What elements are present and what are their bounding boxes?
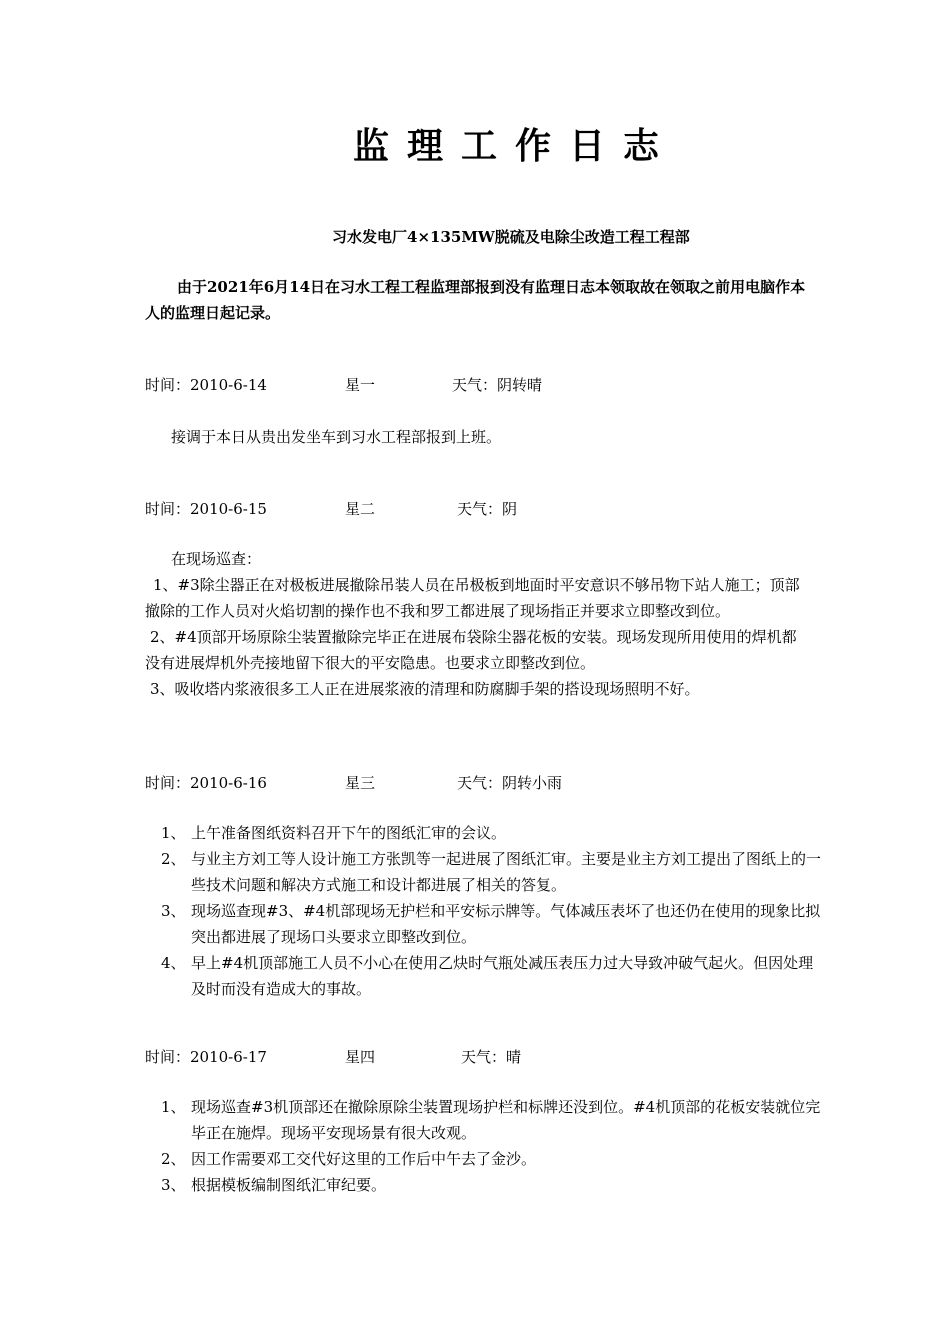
list-number: 1、 [161, 824, 186, 842]
list-number: 4、 [161, 954, 186, 972]
list-text: 上午准备图纸资料召开下午的图纸汇审的会议。 [191, 824, 507, 842]
list-item [145, 1094, 825, 1146]
list-item: 3、吸收塔内浆液很多工人正在进展浆液的清理和防腐脚手架的搭设现场照明不好。 [150, 680, 700, 698]
list-item [145, 820, 825, 846]
numbered-list-0617 [145, 1094, 825, 1198]
list-item [145, 950, 825, 1002]
list-item [145, 1172, 825, 1198]
list-text: 现场巡查#3机顶部还在撤除原除尘装置现场护栏和标牌还没到位。#4机顶部的花板安装就位完毕正在施焊。现场平安现场景有很大改观。 [191, 1098, 821, 1142]
entry-date: 时间：2010-6-15 [145, 500, 267, 518]
list-text: 根据模板编制图纸汇审纪要。 [191, 1176, 387, 1194]
page-title: 监理工作日志 [352, 126, 677, 167]
list-item [145, 1146, 825, 1172]
list-number: 1、 [161, 1098, 186, 1116]
numbered-list-0616 [145, 820, 825, 1002]
list-number: 2、 [161, 1150, 186, 1168]
entry-weather: 天气：阴 [457, 500, 518, 518]
project-subtitle: 习水发电厂4×135MW脱硫及电除尘改造工程工程部 [332, 228, 690, 246]
list-item [145, 898, 825, 950]
intro-paragraph: 由于2021年6月14日在习水工程工程监理部报到没有监理日志本领取故在领取之前用电脑作本人的监理日起记录。 [145, 278, 806, 322]
entry-weekday: 星三 [345, 774, 376, 792]
entry-date: 时间：2010-6-17 [145, 1048, 267, 1066]
inspection-lead: 在现场巡查： [171, 550, 262, 568]
list-item [145, 846, 825, 898]
entry-weekday: 星二 [345, 500, 376, 518]
entry-weekday: 星四 [345, 1048, 376, 1066]
entry-date: 时间：2010-6-16 [145, 774, 267, 792]
list-number: 3、 [161, 902, 186, 920]
entry-inspection-block [145, 546, 810, 702]
list-number: 3、 [161, 1176, 186, 1194]
list-text: 与业主方刘工等人设计施工方张凯等一起进展了图纸汇审。主要是业主方刘工提出了图纸上的一些技术问题和解决方式施工和设计都进展了相关的答复。 [191, 850, 822, 894]
entry-weather: 天气：阴转晴 [452, 376, 543, 394]
entry-weather: 天气：阴转小雨 [457, 774, 563, 792]
entry-weather: 天气：晴 [461, 1048, 522, 1066]
entry-paragraph: 接调于本日从贵出发坐车到习水工程部报到上班。 [171, 428, 502, 446]
list-text: 现场巡查现#3、#4机部现场无护栏和平安标示牌等。气体减压表坏了也还仍在使用的现象比拟突出都进展了现场口头要求立即整改到位。 [191, 902, 821, 946]
list-number: 2、 [161, 850, 186, 868]
list-item: 2、#4顶部开场原除尘装置撤除完毕正在进展布袋除尘器花板的安装。现场发现所用使用的焊机都没有进展焊机外壳接地留下很大的平安隐患。也要求立即整改到位。 [145, 628, 797, 672]
list-text: 早上#4机顶部施工人员不小心在使用乙炔时气瓶处减压表压力过大导致冲破气起火。但因处理及时而没有造成大的事故。 [191, 954, 814, 998]
list-item: 1、#3除尘器正在对极板进展撤除吊装人员在吊极板到地面时平安意识不够吊物下站人施工；顶部撤除的工作人员对火焰切割的操作也不我和罗工都进展了现场指正并要求立即整改到位。 [145, 576, 800, 620]
entry-date: 时间：2010-6-14 [145, 376, 267, 394]
entry-weekday: 星一 [345, 376, 376, 394]
list-text: 因工作需要邓工交代好这里的工作后中午去了金沙。 [191, 1150, 537, 1168]
